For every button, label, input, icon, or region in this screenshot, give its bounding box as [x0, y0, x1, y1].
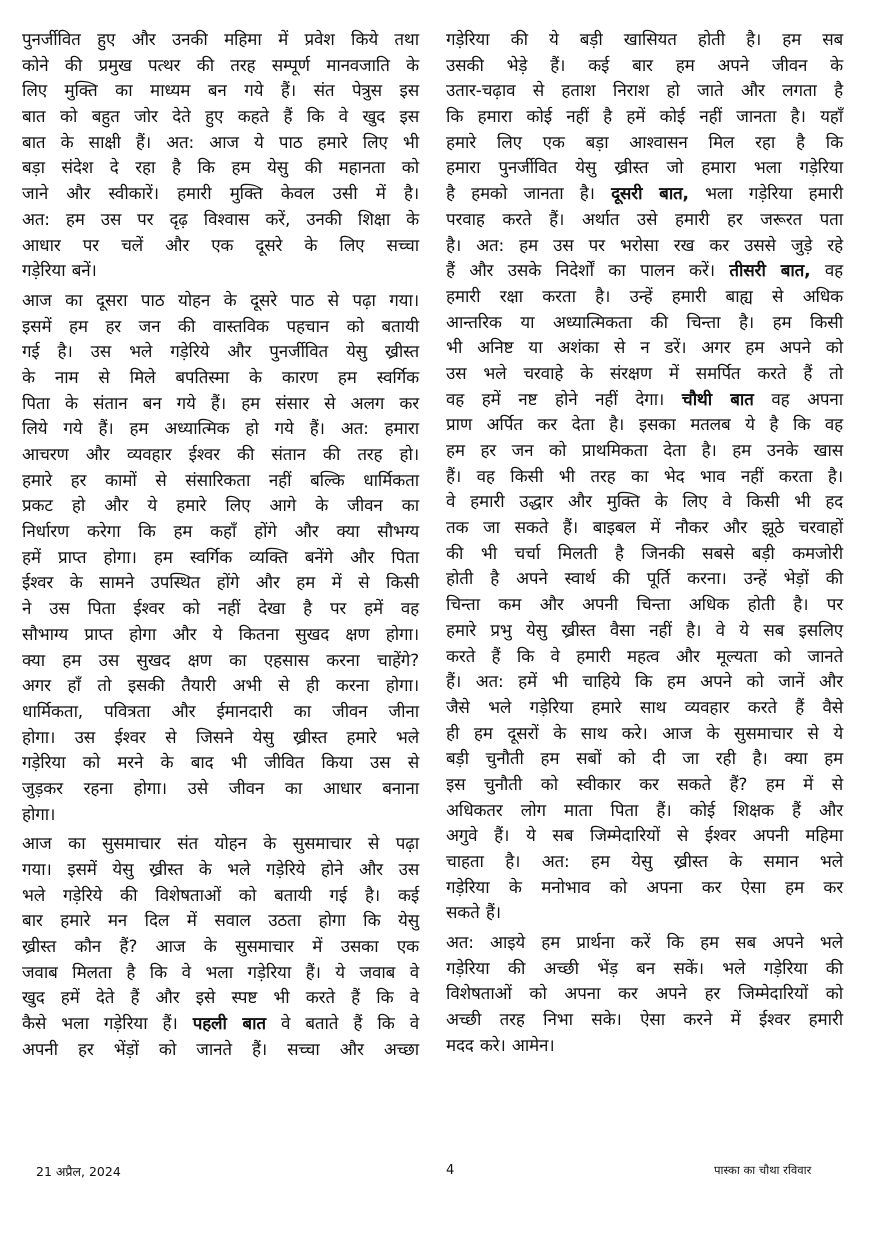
text-segment: गड़ेरिया को मरने के बाद भी जीवित किया उस से	[22, 753, 419, 774]
text-segment: सकते हैं।	[446, 903, 501, 924]
text-segment: होगा। उस ईश्वर से जिसने येसु ख्रीस्त हमारे भले	[22, 727, 419, 748]
text-line	[22, 366, 419, 392]
text-segment: जवाब मिलता है कि वे भला गड़ेरिया हैं। ये जवाब वे	[22, 962, 419, 983]
text-segment: प्राण अर्पित कर देता है। इसका मतलब ये है कि वह	[446, 415, 843, 436]
text-line	[446, 490, 843, 516]
text-segment: विशेषताओं को अपना कर अपने हर जिम्मेदारियों को	[446, 984, 843, 1005]
text-line	[22, 751, 419, 777]
text-line	[22, 494, 419, 520]
text-line	[22, 182, 419, 208]
text-line	[446, 362, 843, 388]
text-segment: अगुवे हैं। ये सब जिम्मेदारियों से ईश्वर अपनी महिमा	[446, 826, 843, 847]
text-line	[446, 388, 843, 414]
text-segment: गई है। उस भले गड़ेरिये और पुनर्जीवित येसु ख्रीस्त	[22, 342, 419, 363]
text-segment: इसमें हम हर जन की वास्तविक पहचान को बतायी	[22, 316, 419, 337]
text-segment: भला गड़ेरिया हमारी	[688, 184, 843, 205]
bold-heading-phrase: पहली बात	[192, 1014, 266, 1035]
text-segment: होती है अपने स्वार्थ की पूर्ति करना। उन्हें भेड़ों की	[446, 569, 843, 590]
text-line	[22, 392, 419, 418]
text-segment: हमारा पुनर्जीवित येसु ख्रीस्त जो हमारा भला गड़ेरिया	[446, 158, 843, 179]
text-segment: बड़ा संदेश दे रहा है कि हम येसु की महानता को	[22, 158, 419, 179]
text-line	[446, 619, 843, 645]
text-line	[446, 413, 843, 439]
text-line	[446, 465, 843, 491]
text-segment: चिन्ता कम और अपनी चिन्ता अधिक होती है। पर	[446, 595, 843, 616]
text-line	[446, 79, 843, 105]
text-line	[446, 931, 843, 957]
text-line	[22, 289, 419, 315]
text-line	[22, 315, 419, 341]
text-segment: हैं। वह किसी भी तरह का भेद भाव नहीं करता है।	[446, 466, 843, 487]
paragraph	[446, 931, 843, 1059]
text-line	[446, 957, 843, 983]
text-line	[446, 773, 843, 799]
text-segment: गड़ेरिया की ये बड़ी खासियत होती है। हम सब	[446, 30, 843, 50]
text-segment: गड़ेरिया के मनोभाव को अपना कर ऐसा हम कर	[446, 877, 843, 898]
text-segment: अच्छी तरह निभा सके। ऐसा करने में ईश्वर हमारी	[446, 1010, 843, 1031]
text-line	[446, 747, 843, 773]
text-segment: बड़ी चुनौती हम सबों को दी जा रही है। क्या हम	[446, 749, 843, 770]
text-line	[22, 131, 419, 157]
text-segment: की भी चर्चा मिलती है जिनकी सबसे बड़ी कमजोरी	[446, 543, 843, 564]
text-line	[446, 105, 843, 131]
text-line	[22, 909, 419, 935]
text-segment: वह अपना	[753, 389, 843, 410]
paragraph	[22, 832, 419, 1063]
text-segment: गड़ेरिया की अच्छी भेंड़ बन सकें। भले गड़ेरिया की	[446, 958, 843, 979]
text-segment: भले गड़ेरिये की विशेषताओं को बतायी गई है। कई	[22, 885, 419, 906]
right-column	[446, 28, 843, 1060]
text-segment: आज का सुसमाचार संत योहन के सुसमाचार से पढ़ा	[22, 834, 419, 855]
text-segment: बार हमारे मन दिल में सवाल उठता होगा कि येसु	[22, 911, 419, 932]
text-line	[22, 443, 419, 469]
text-line	[22, 105, 419, 131]
text-segment: खुद हमें देते हैं और इसे स्पष्ट भी करते हैं कि वे	[22, 988, 419, 1009]
text-segment: परवाह करते हैं। अर्थात उसे हमारी हर जरूरत पता	[446, 209, 843, 230]
text-line	[22, 520, 419, 546]
text-line	[446, 439, 843, 465]
text-line	[22, 726, 419, 752]
text-segment: ईश्वर के सामने उपस्थित होंगे और हम में से किसी	[22, 573, 419, 594]
text-line	[22, 858, 419, 884]
text-line	[22, 417, 419, 443]
text-line	[446, 259, 843, 285]
text-line	[446, 28, 843, 54]
text-segment: उसकी भेड़े हैं। कई बार हम अपने जीवन के	[446, 55, 843, 76]
text-segment: निर्धारण करेगा कि हम कहाँ होंगे और क्या सौभग्य	[22, 522, 419, 543]
bold-heading-phrase: दूसरी बात,	[611, 184, 689, 205]
footer-date: 21 अप्रैल, 2024	[36, 1164, 121, 1179]
text-line	[22, 28, 419, 54]
paragraph	[22, 289, 419, 828]
text-segment: है हमको जानता है।	[446, 184, 612, 205]
text-line	[446, 182, 843, 208]
text-segment: होगा।	[22, 804, 56, 825]
text-segment: आन्तरिक या अध्यात्मिकता की चिन्ता है। हम किसी	[446, 312, 843, 333]
text-segment: आधार पर चलें और एक दूसरे के लिए सच्चा	[22, 235, 419, 256]
text-line	[22, 597, 419, 623]
text-segment: हैं और उसके निदेर्शों का पालन करें।	[446, 261, 730, 282]
text-segment: क्या हम उस सुखद क्षण का एहसास करना चाहेंगे?	[22, 650, 419, 671]
text-line	[22, 935, 419, 961]
text-line	[446, 542, 843, 568]
text-line	[446, 850, 843, 876]
text-line	[446, 645, 843, 671]
text-segment: हम हर जन को प्राथमिकता देता है। हम उनके खास	[446, 441, 843, 461]
text-line	[22, 571, 419, 597]
text-segment: कोने की प्रमुख पत्थर की तरह सम्पूर्ण मानवजाति के	[22, 55, 419, 76]
text-line	[446, 54, 843, 80]
text-line	[22, 961, 419, 987]
text-segment: लिये गये हैं। हम अध्यात्मिक हो गये हैं। अत: हमारा	[22, 419, 419, 440]
text-segment: गया। इसमें येसु ख्रीस्त के भले गड़ेरिये होने और उस	[22, 860, 419, 880]
text-line	[22, 79, 419, 105]
text-line	[22, 259, 419, 285]
text-segment: आचरण और व्यवहार ईश्वर की संतान की तरह हो।	[22, 445, 419, 465]
text-segment: सौभाग्य प्राप्त होगा और ये कितना सुखद क्षण होगा।	[22, 624, 419, 645]
text-segment: भी अनिष्ट या अशंका से न डरें। अगर हम अपने को	[446, 338, 843, 359]
text-line	[446, 982, 843, 1008]
text-segment: तक जा सकते हैं। बाइबल में नौकर और झूठे चरवाहों	[446, 518, 843, 539]
text-segment: आज का दूसरा पाठ योहन के दूसरे पाठ से पढ़ा गया।	[22, 290, 419, 311]
text-line	[22, 803, 419, 829]
text-line	[446, 516, 843, 542]
text-line	[446, 1034, 843, 1060]
text-segment: ख्रीस्त कौन हैं? आज के सुसमाचार में उसका एक	[22, 937, 419, 958]
text-line	[446, 131, 843, 157]
text-line	[446, 799, 843, 825]
text-segment: अपनी हर भेंड़ों को जानते हैं। सच्चा और अच्छा	[22, 1039, 419, 1060]
text-segment: वह हमें नष्ट होने नहीं देगा।	[446, 389, 682, 410]
bold-heading-phrase: तीसरी बात,	[729, 261, 811, 282]
text-segment: जुड़कर रहना होगा। उसे जीवन का आधार बनाना	[22, 778, 419, 799]
text-line	[22, 674, 419, 700]
paragraph	[446, 28, 843, 927]
text-segment: वे बताते हैं कि वे	[265, 1014, 420, 1035]
text-line	[446, 876, 843, 902]
text-segment: अत: हम उस पर दृढ़ विश्वास करें, उनकी शिक्षा के	[22, 209, 419, 230]
text-line	[22, 700, 419, 726]
text-line	[22, 340, 419, 366]
text-segment: हमारे लिए एक बड़ा आश्वासन मिल रहा है कि	[446, 132, 843, 153]
text-segment: पिता के संतान बन गये हैं। हम संसार से अलग कर	[22, 393, 419, 414]
text-segment: इस चुनौती को स्वीकार कर सकते हैं? हम में से	[446, 774, 843, 795]
text-segment: जाने और स्वीकारें। हमारी मुक्ति केवल उसी में है।	[22, 184, 419, 205]
text-line	[446, 567, 843, 593]
text-segment: अगर हाँ तो इसकी तैयारी अभी से ही करना होगा।	[22, 676, 419, 697]
text-segment: मदद करे। आमेन।	[446, 1035, 555, 1056]
text-line	[22, 1012, 419, 1038]
text-line	[22, 156, 419, 182]
text-segment: जैसे भले गड़ेरिया हमारे साथ व्यवहार करते हैं वैसे	[446, 697, 843, 718]
text-line	[446, 670, 843, 696]
text-line	[446, 285, 843, 311]
footer-title: पास्का का चौथा रविवार	[714, 1163, 812, 1177]
text-line	[446, 208, 843, 234]
text-segment: वह	[810, 261, 843, 282]
text-line	[446, 696, 843, 722]
bold-heading-phrase: चौथी बात	[681, 389, 754, 410]
text-line	[22, 208, 419, 234]
text-segment: कि हमारा कोई नहीं है हमें कोई नहीं जानता है। यहाँ	[446, 107, 843, 128]
text-segment: हमें प्राप्त होगा। हम स्वर्गिक व्यक्ति बनेंगे और पिता	[22, 547, 419, 568]
text-line	[446, 336, 843, 362]
text-line	[22, 649, 419, 675]
text-line	[446, 311, 843, 337]
text-line	[22, 884, 419, 910]
text-segment: धार्मिकता, पवित्रता और ईमानदारी का जीवन जीना	[22, 701, 419, 722]
text-segment: उस भले चरवाहे के संरक्षण में समर्पित करते हैं तो	[446, 363, 843, 384]
text-line	[446, 722, 843, 748]
text-line	[446, 156, 843, 182]
paragraph	[22, 28, 419, 285]
text-line	[22, 777, 419, 803]
text-line	[22, 1038, 419, 1064]
text-segment: पुनर्जीवित हुए और उनकी महिमा में प्रवेश किये तथा	[22, 30, 419, 50]
text-line	[22, 623, 419, 649]
text-line	[22, 546, 419, 572]
text-line	[22, 986, 419, 1012]
text-segment: अत: आइये हम प्रार्थना करें कि हम सब अपने भले	[446, 933, 843, 954]
text-segment: बात के साक्षी हैं। अत: आज ये पाठ हमारे लिए भी	[22, 132, 419, 153]
text-segment: ही हम दूसरों के साथ करे। आज के सुसमाचार से ये	[446, 723, 843, 744]
left-column	[22, 28, 419, 1064]
text-segment: ने उस पिता ईश्वर को नहीं देखा है पर हमें वह	[22, 599, 419, 620]
text-segment: प्रकट हो और ये हमारे लिए आगे के जीवन का	[22, 496, 419, 517]
text-segment: हैं। अत: हमें भी चाहिये कि हम अपने को जानें और	[446, 672, 843, 693]
text-line	[22, 234, 419, 260]
text-line	[446, 1008, 843, 1034]
text-segment: करते हैं कि वे हमारी महत्व और मूल्यता को जानते	[446, 646, 843, 667]
text-segment: के नाम से मिले बपतिस्मा के कारण हम स्वर्गिक	[22, 367, 419, 388]
text-line	[446, 824, 843, 850]
text-segment: उतार-चढ़ाव से हताश निराश हो जाते और लगता है	[446, 81, 843, 102]
text-line	[446, 234, 843, 260]
text-segment: बात को बहुत जोर देते हुए कहते हैं कि वे खुद इस	[22, 107, 419, 128]
text-segment: हमारे हर कामों से संसारिकता नहीं बल्कि धार्मिकता	[22, 470, 419, 491]
text-line	[22, 832, 419, 858]
text-segment: चाहता है। अत: हम येसु ख्रीस्त के समान भले	[446, 852, 843, 872]
text-segment: कैसे भला गड़ेरिया हैं।	[22, 1014, 193, 1035]
page-number: 4	[446, 1163, 455, 1178]
text-segment: गड़ेरिया बनें।	[22, 261, 97, 282]
text-segment: हमारे प्रभु येसु ख्रीस्त वैसा नहीं है। वे ये सब इसलिए	[446, 620, 843, 641]
text-line	[446, 901, 843, 927]
text-segment: वे हमारी उद्धार और मुक्ति के लिए वे किसी भी हद	[446, 492, 843, 513]
text-line	[22, 54, 419, 80]
text-segment: हमारी रक्षा करता है। उन्हें हमारी बाह्य से अधिक	[446, 286, 843, 307]
text-line	[446, 593, 843, 619]
text-segment: है। अत: हम उस पर भरोसा रख कर उससे जुड़े रहे	[446, 235, 843, 256]
text-segment: अधिकतर लोग माता पिता हैं। कोई शिक्षक हैं और	[446, 800, 843, 821]
text-line	[22, 469, 419, 495]
text-segment: लिए मुक्ति का माध्यम बन गये हैं। संत पेत्रुस इस	[22, 81, 419, 102]
